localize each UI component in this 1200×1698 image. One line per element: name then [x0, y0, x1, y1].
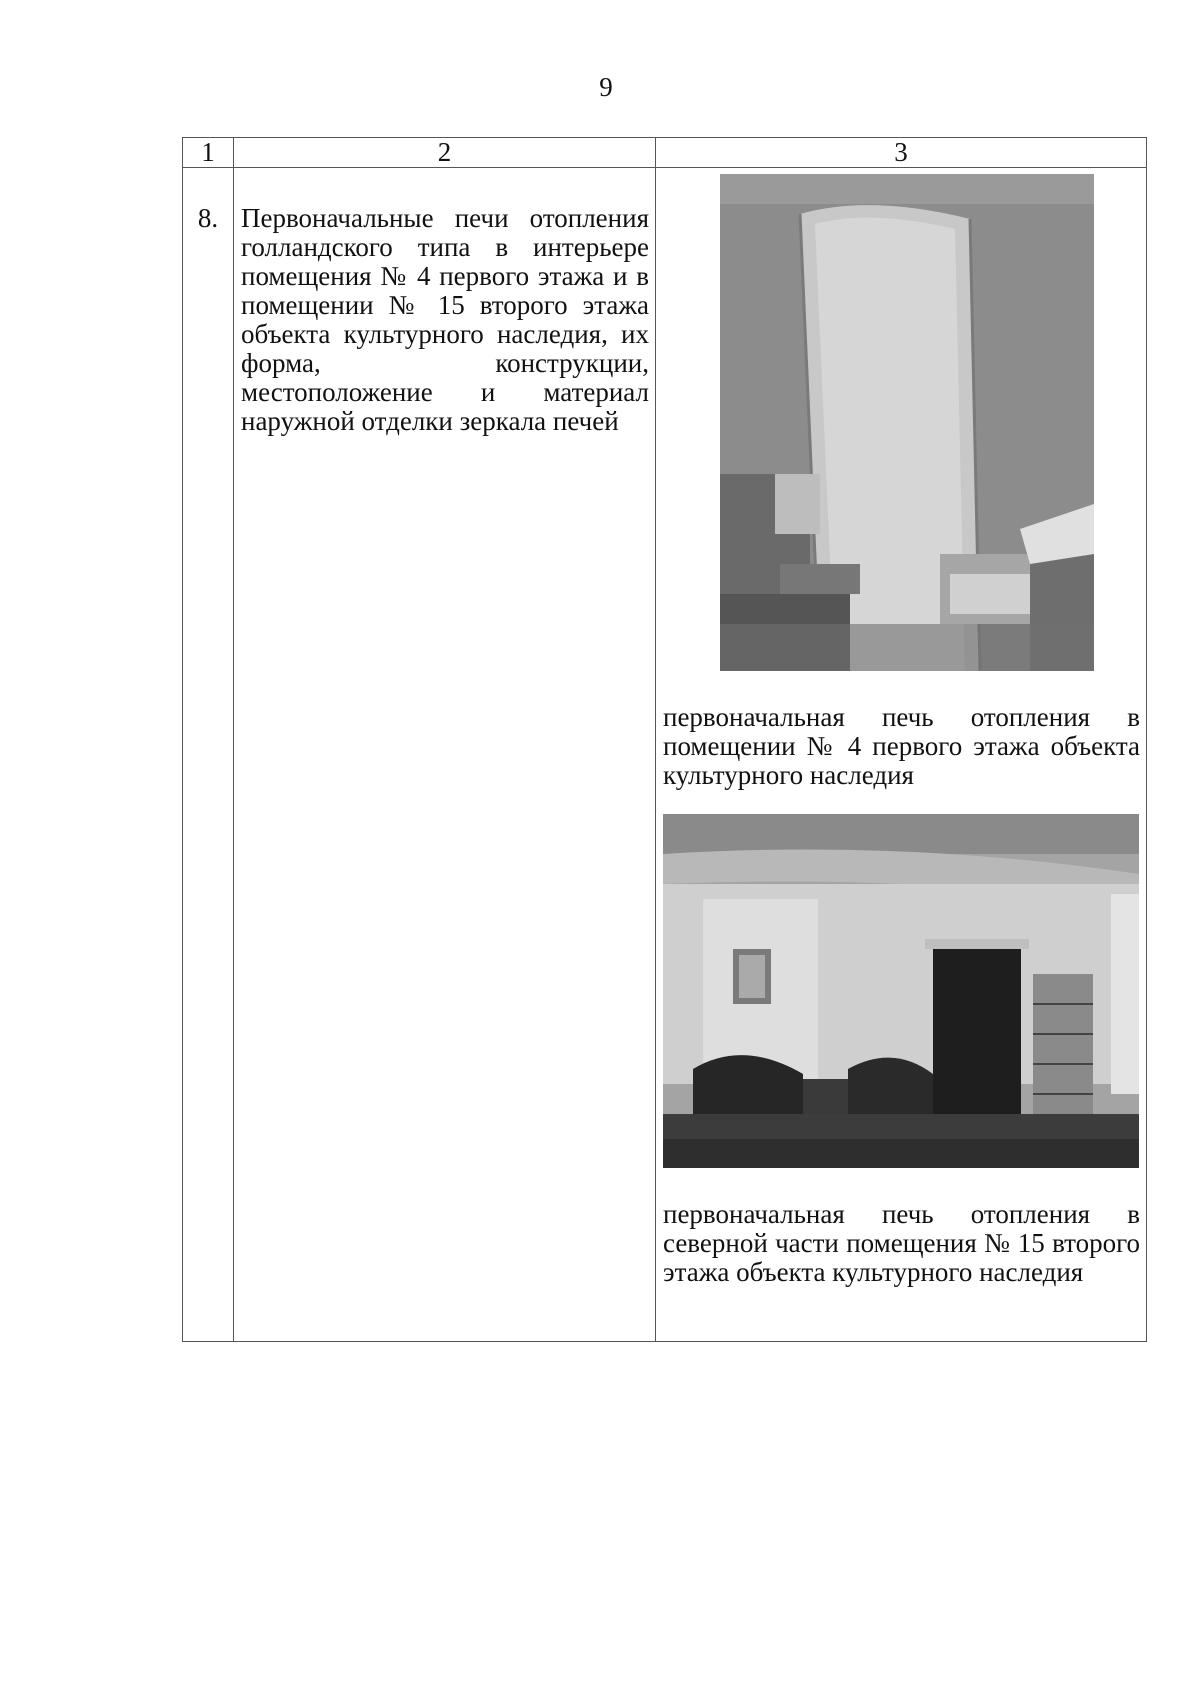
photo-caption-1: первоначальная печь отопления в помещении № 4 первого этажа объекта культурного наследия: [663, 702, 1140, 790]
header-col-1: 1: [183, 138, 234, 168]
row-number: 8.: [183, 168, 234, 1342]
stove-photo-room-15: [663, 814, 1139, 1168]
photo-caption-2: первоначальная печь отопления в северной части помещения № 15 второго этажа объекта культурного наследия: [663, 1199, 1140, 1287]
page-number: 9: [599, 72, 613, 102]
table-header-row: [183, 138, 1147, 168]
header-col-3: 3: [656, 138, 1147, 168]
row-description: Первоначальные печи отопления голландского типа в интерьере помещения № 4 первого этажа и в помещении № 15 второго этажа объекта культурного наследия, их форма, конструкции, местоположение и материал наружной отделки зеркала печей: [234, 168, 656, 1342]
header-col-2: 2: [234, 138, 656, 168]
table-row: [183, 168, 1147, 1342]
stove-photo-room-4: [720, 174, 1094, 671]
heritage-table: [182, 137, 1147, 1342]
photos-cell: [656, 168, 1147, 1342]
